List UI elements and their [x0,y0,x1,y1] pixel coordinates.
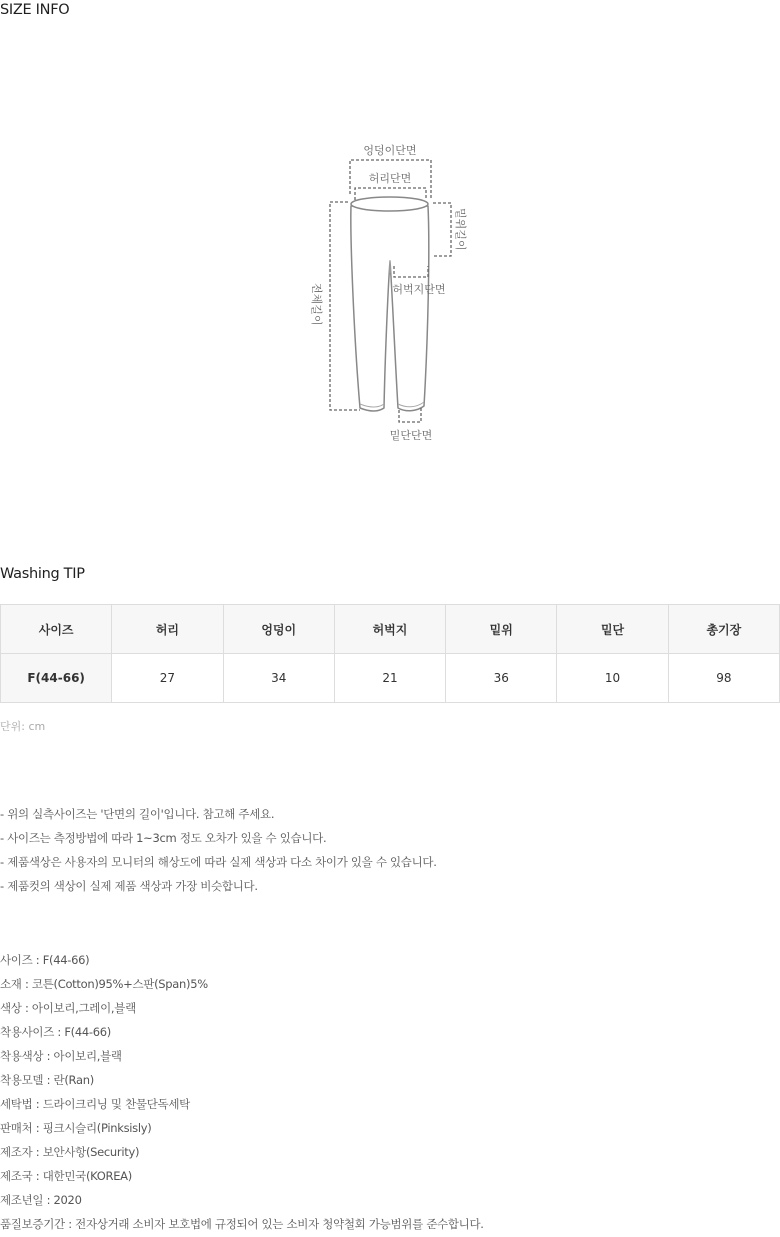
spec-colors: 색상 : 아이보리,그레이,블랙 [0,1001,136,1015]
note-item: - 제품색상은 사용자의 모니터의 해상도에 따라 실제 색상과 다소 차이가 있을 수 있습니다. [0,855,437,869]
header-rise: 밑위 [446,605,557,654]
thigh-label: 허벅지단면 [392,283,446,296]
spec-worn-size: 착용사이즈 : F(44-66) [0,1025,111,1039]
cell-hip: 34 [223,654,334,703]
cell-thigh: 21 [334,654,445,703]
note-item: - 제품컷의 색상이 실제 제품 색상과 가장 비슷합니다. [0,879,258,893]
hem-label: 밑단단면 [389,429,433,442]
unit-note: 단위: cm [0,720,46,733]
table-row [1,654,780,703]
spec-material: 소재 : 코튼(Cotton)95%+스판(Span)5% [0,977,208,991]
rise-measure-line [433,203,451,256]
note-item: - 위의 실측사이즈는 '단면의 길이'입니다. 참고해 주세요. [0,807,275,821]
hip-label: 엉덩이단면 [363,144,417,157]
pants-size-diagram [300,138,480,443]
cell-hem: 10 [557,654,668,703]
cell-rise: 36 [446,654,557,703]
waist-label: 허리단면 [368,172,412,185]
spec-size: 사이즈 : F(44-66) [0,953,90,967]
header-waist: 허리 [112,605,223,654]
header-size: 사이즈 [1,605,112,654]
waistband [351,197,428,211]
spec-worn-color: 착용색상 : 아이보리,블랙 [0,1049,122,1063]
cell-size: F(44-66) [1,654,112,703]
note-item: - 사이즈는 측정방법에 따라 1~3cm 정도 오차가 있을 수 있습니다. [0,831,327,845]
size-info-heading: SIZE INFO [0,2,70,18]
table-header-row [1,605,780,654]
header-hip: 엉덩이 [223,605,334,654]
rise-label: 밑위길이 [454,208,467,251]
product-specs-list [0,948,484,1236]
notes-list [0,802,437,898]
spec-year: 제조년일 : 2020 [0,1193,82,1207]
spec-manufacturer: 제조자 : 보안사항(Security) [0,1145,140,1159]
size-table [0,604,780,703]
spec-model: 착용모델 : 란(Ran) [0,1073,94,1087]
spec-seller: 판매처 : 핑크시슬리(Pinksisly) [0,1121,152,1135]
header-total-length: 총기장 [668,605,779,654]
header-thigh: 허벅지 [334,605,445,654]
pants-outline [351,206,429,411]
cell-waist: 27 [112,654,223,703]
spec-warranty: 품질보증기간 : 전자상거래 소비자 보호법에 규정되어 있는 소비자 청약철회 가능범위를 준수합니다. [0,1217,484,1231]
total-length-label: 전체길이 [310,283,323,326]
washing-tip-heading: Washing TIP [0,566,85,582]
spec-country: 제조국 : 대한민국(KOREA) [0,1169,132,1183]
cell-total-length: 98 [668,654,779,703]
spec-washing: 세탁법 : 드라이크리닝 및 찬물단독세탁 [0,1097,190,1111]
header-hem: 밑단 [557,605,668,654]
